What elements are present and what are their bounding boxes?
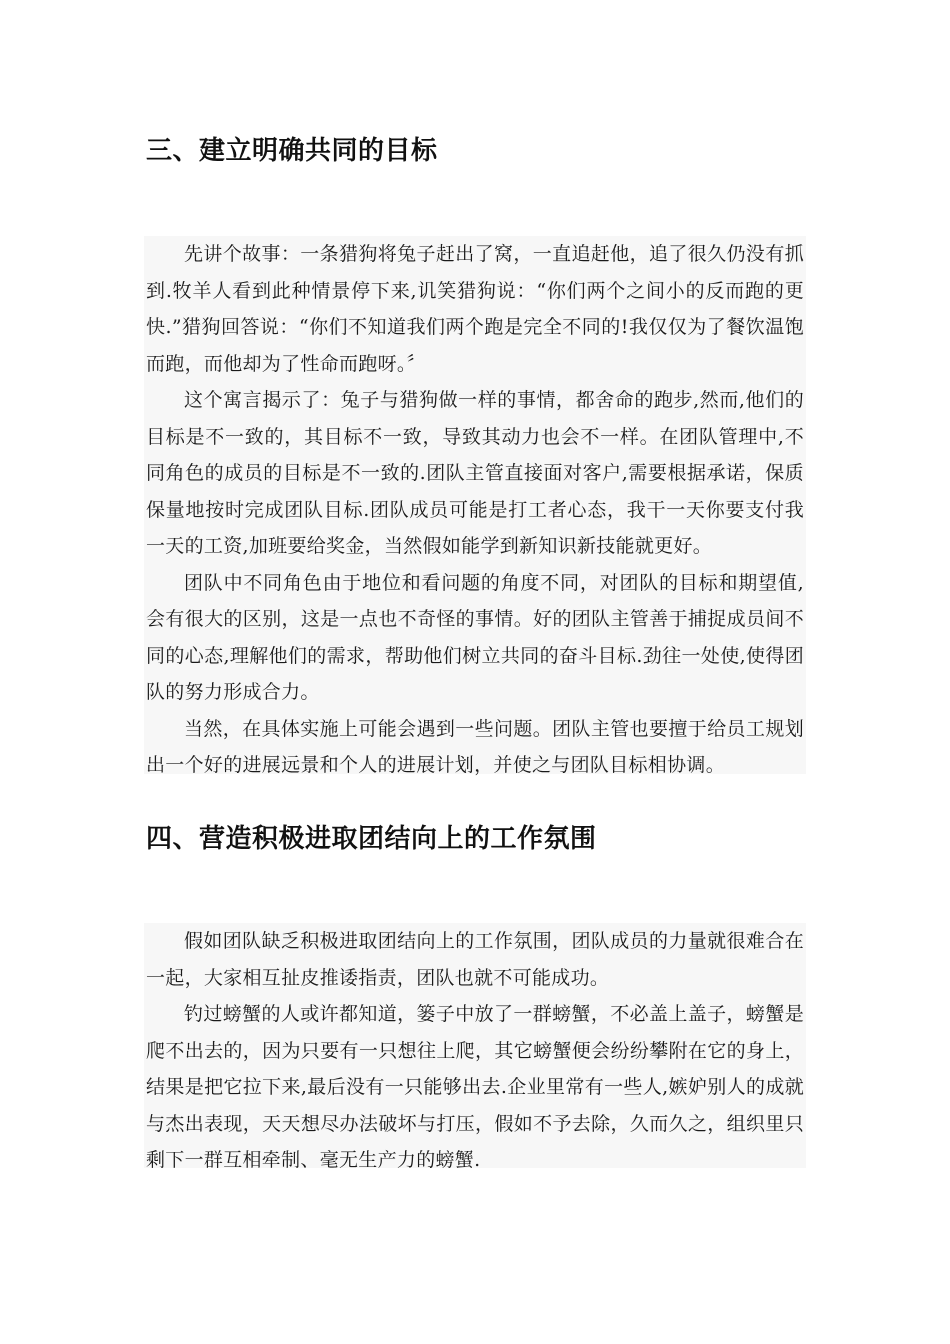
section-3-heading: 三、建立明确共同的目标 <box>146 136 438 166</box>
section-3-paragraph-4: 当然，在具体实施上可能会遇到一些问题。团队主管也要擅于给员工规划出一个好的进展远景和个人的进展计划，并使之与团队目标相协调。 <box>146 717 804 776</box>
section-4-paragraph-2: 钓过螃蟹的人或许都知道，篓子中放了一群螃蟹，不必盖上盖子，螃蟹是爬不出去的，因为只要有一只想往上爬，其它螃蟹便会纷纷攀附在它的身上，结果是把它拉下来,最后没有一只能够出去.企业里常有一些人,嫉妒别人的成就与杰出表现，天天想尽办法破坏与打压，假如不予去除，久而久之，组织里只剩下一群互相牵制、毫无生产力的螃蟹. <box>146 1003 804 1171</box>
section-3-body <box>144 236 806 774</box>
section-3-paragraph-3: 团队中不同角色由于地位和看问题的角度不同，对团队的目标和期望值,会有很大的区别，这是一点也不奇怪的事情。好的团队主管善于捕捉成员间不同的心态,理解他们的需求，帮助他们树立共同的奋斗目标.劲往一处使,使得团队的努力形成合力。 <box>146 571 804 703</box>
section-4-body <box>144 923 806 1171</box>
section-4-paragraph-1: 假如团队缺乏积极进取团结向上的工作氛围，团队成员的力量就很难合在一起，大家相互扯皮推诿指责，团队也就不可能成功。 <box>146 930 804 989</box>
section-3-paragraph-1: 先讲个故事：一条猎狗将兔子赶出了窝，一直追赶他，追了很久仍没有抓到.牧羊人看到此种情景停下来,讥笑猎狗说：“你们两个之间小的反而跑的更快.”猎狗回答说：“你们不知道我们两个跑是完全不同的!我仅仅为了餐饮温饱而跑，而他却为了性命而跑呀。〞 <box>146 243 804 375</box>
section-4-heading: 四、营造积极进取团结向上的工作氛围 <box>146 824 597 854</box>
section-3-paragraph-2: 这个寓言揭示了：兔子与猎狗做一样的事情，都舍命的跑步,然而,他们的目标是不一致的，其目标不一致，导致其动力也会不一样。在团队管理中,不同角色的成员的目标是不一致的.团队主管直接面对客户,需要根据承诺，保质保量地按时完成团队目标.团队成员可能是打工者心态，我干一天你要支付我一天的工资,加班要给奖金，当然假如能学到新知识新技能就更好。 <box>146 389 804 557</box>
